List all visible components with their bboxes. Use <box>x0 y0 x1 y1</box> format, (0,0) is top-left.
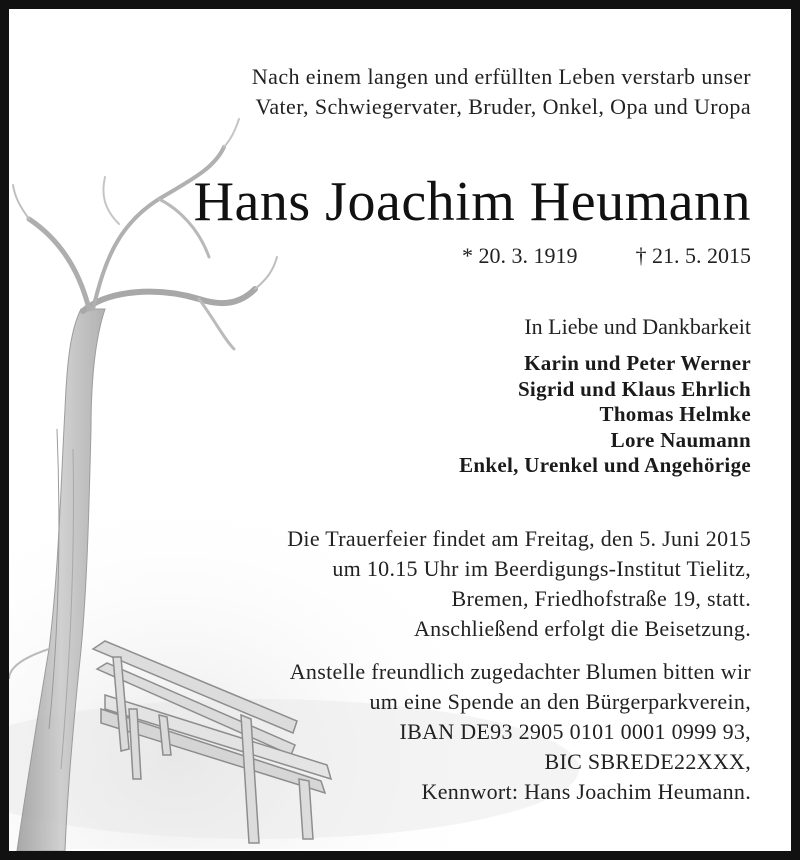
mourner: Sigrid und Klaus Ehrlich <box>517 376 751 401</box>
death-date: † 21. 5. 2015 <box>635 243 751 268</box>
intro-line: Vater, Schwiegervater, Bruder, Onkel, Opa und Uropa <box>255 94 751 119</box>
intro-line: Nach einem langen und erfüllten Leben verstarb unser <box>251 64 751 89</box>
service-info <box>287 524 751 644</box>
donation-line: Kennwort: Hans Joachim Heumann. <box>421 779 751 804</box>
donation-info <box>290 657 751 807</box>
deceased-name: Hans Joachim Heumann <box>193 171 751 233</box>
mourners-list <box>459 351 751 479</box>
donation-line: BIC SBREDE22XXX, <box>544 749 751 774</box>
donation-line: um eine Spende an den Bürgerparkverein, <box>369 689 751 714</box>
birth-date: * 20. 3. 1919 <box>462 243 578 268</box>
service-line: Die Trauerfeier findet am Freitag, den 5. Juni 2015 <box>287 526 751 551</box>
service-line: Anschließend erfolgt die Beisetzung. <box>413 616 751 641</box>
life-dates <box>462 241 751 271</box>
intro-text <box>252 62 751 122</box>
thanks-line: In Liebe und Dankbarkeit <box>524 314 751 339</box>
mourner: Enkel, Urenkel und Angehörige <box>459 453 751 477</box>
mourner: Thomas Helmke <box>599 402 751 426</box>
mourner: Lore Naumann <box>610 427 751 452</box>
service-line: um 10.15 Uhr im Beerdigungs-Institut Tielitz, <box>332 556 751 581</box>
donation-line: Anstelle freundlich zugedachter Blumen bitten wir <box>289 659 751 684</box>
donation-line: IBAN DE93 2905 0101 0001 0999 93, <box>399 719 751 744</box>
mourner: Karin und Peter Werner <box>524 351 751 375</box>
service-line: Bremen, Friedhofstraße 19, statt. <box>451 586 751 611</box>
